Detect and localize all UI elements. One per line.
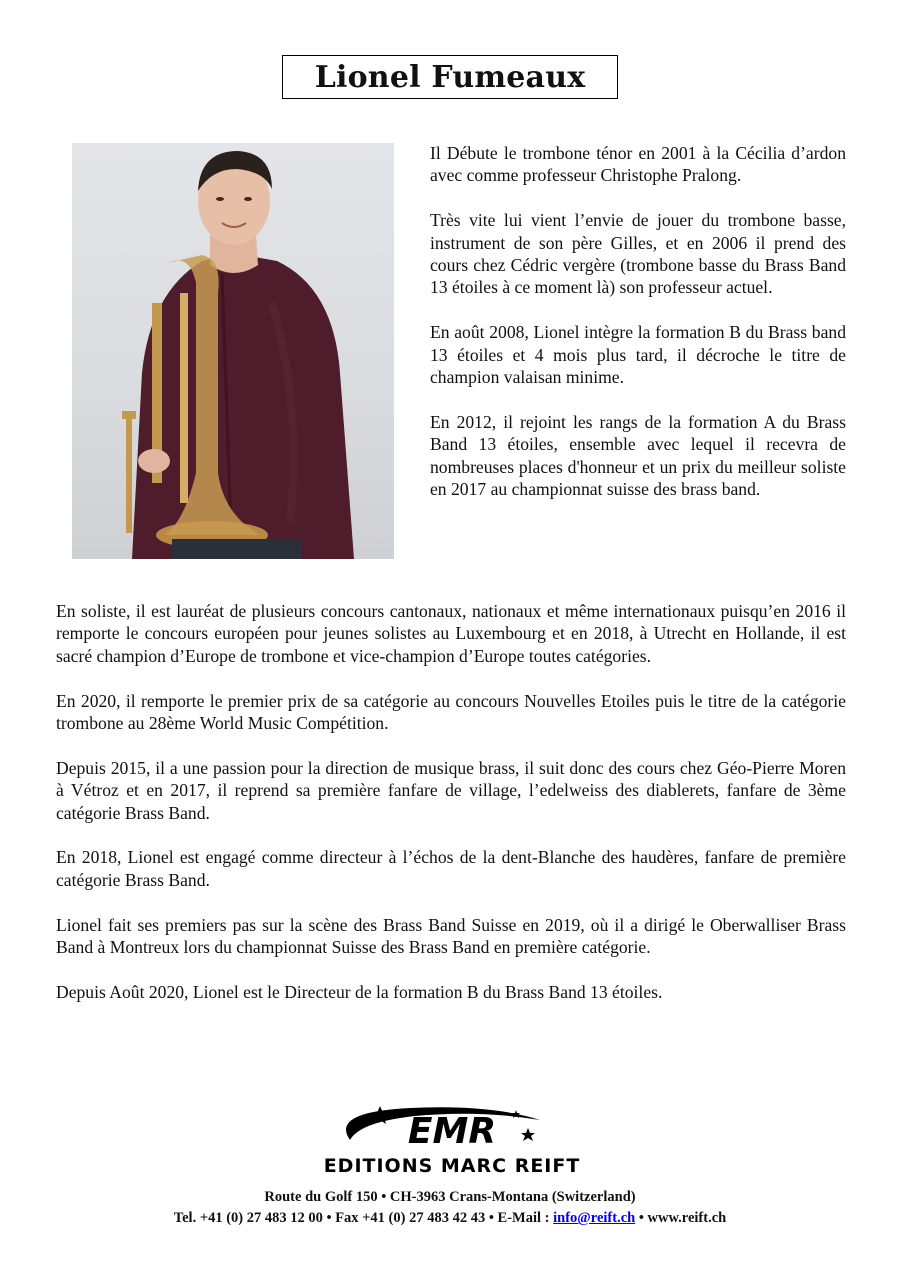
intro-text (430, 142, 846, 523)
paragraph: Il Débute le trombone ténor en 2001 à la Cécilia d’ardon avec comme professeur Christophe Pralong. (430, 143, 846, 186)
paragraph: Depuis Août 2020, Lionel est le Directeur de la formation B du Brass Band 13 étoiles. (56, 981, 663, 1002)
emr-logo (290, 1100, 615, 1180)
paragraph: En 2012, il rejoint les rangs de la formation A du Brass Band 13 étoiles, ensemble avec lequel il recevra de nombreuses places d'honneur et un prix du meilleur soliste en 2017 au championnat suisse des brass band. (430, 411, 846, 500)
website-link[interactable]: www.reift.ch (647, 1210, 727, 1226)
logo-mark: EMR (407, 1111, 497, 1152)
footer-contact (0, 1208, 900, 1229)
paragraph: En 2018, Lionel est engagé comme directeur à l’échos de la dent-Blanche des haudères, fanfare de première catégorie Brass Band. (56, 847, 846, 890)
footer-address: Route du Golf 150 • CH-3963 Crans-Montana (Switzerland) (264, 1189, 636, 1205)
footer-phone-fax: Tel. +41 (0) 27 483 12 00 • Fax +41 (0) 27 483 42 43 • E-Mail : (173, 1210, 554, 1226)
portrait-illustration (72, 143, 394, 559)
footer-separator: • (635, 1210, 648, 1226)
paragraph: Lionel fait ses premiers pas sur la scène des Brass Band Suisse en 2019, où il a dirigé le Oberwalliser Brass Band à Montreux lors du championnat Suisse des Brass Band en première catégorie. (56, 914, 846, 958)
emr-logo-graphic (290, 1100, 615, 1180)
paragraph: En août 2008, Lionel intègre la formation B du Brass band 13 étoiles et 4 mois plus tard, il décroche le titre de champion valaisan minime. (430, 322, 846, 388)
portrait-photo (72, 143, 394, 559)
paragraph: Depuis 2015, il a une passion pour la direction de musique brass, il suit donc des cours chez Géo-Pierre Moren à Vétroz et en 2017, il reprend sa première fanfare de village, l’edelweiss des diablerets, fanfare de 3ème catégorie Brass Band. (56, 757, 846, 823)
email-link[interactable]: info@reift.ch (553, 1210, 636, 1226)
paragraph: Très vite lui vient l’envie de jouer du trombone basse, instrument de son père Gilles, et en 2006 il prend des cours chez Cédric vergère (trombone basse du Brass Band 13 étoiles à ce moment là) son professeur actuel. (430, 210, 846, 298)
biography-text (56, 600, 846, 1026)
logo-wordmark: EDITIONS MARC REIFT (323, 1155, 581, 1177)
title-box (282, 55, 618, 99)
footer (0, 1187, 900, 1229)
paragraph: En soliste, il est lauréat de plusieurs concours cantonaux, nationaux et même internationaux puisqu’en 2016 il remporte le concours européen pour jeunes solistes au Luxembourg et en 2018, à Utrecht en Hollande, il est sacré champion d’Europe de trombone et vice-champion d’Europe toutes catégories. (56, 601, 846, 666)
page-title: Lionel Fumeaux (314, 59, 586, 95)
paragraph: En 2020, il remporte le premier prix de sa catégorie au concours Nouvelles Etoiles puis le titre de la catégorie trombone au 28ème World Music Compétition. (56, 690, 846, 734)
